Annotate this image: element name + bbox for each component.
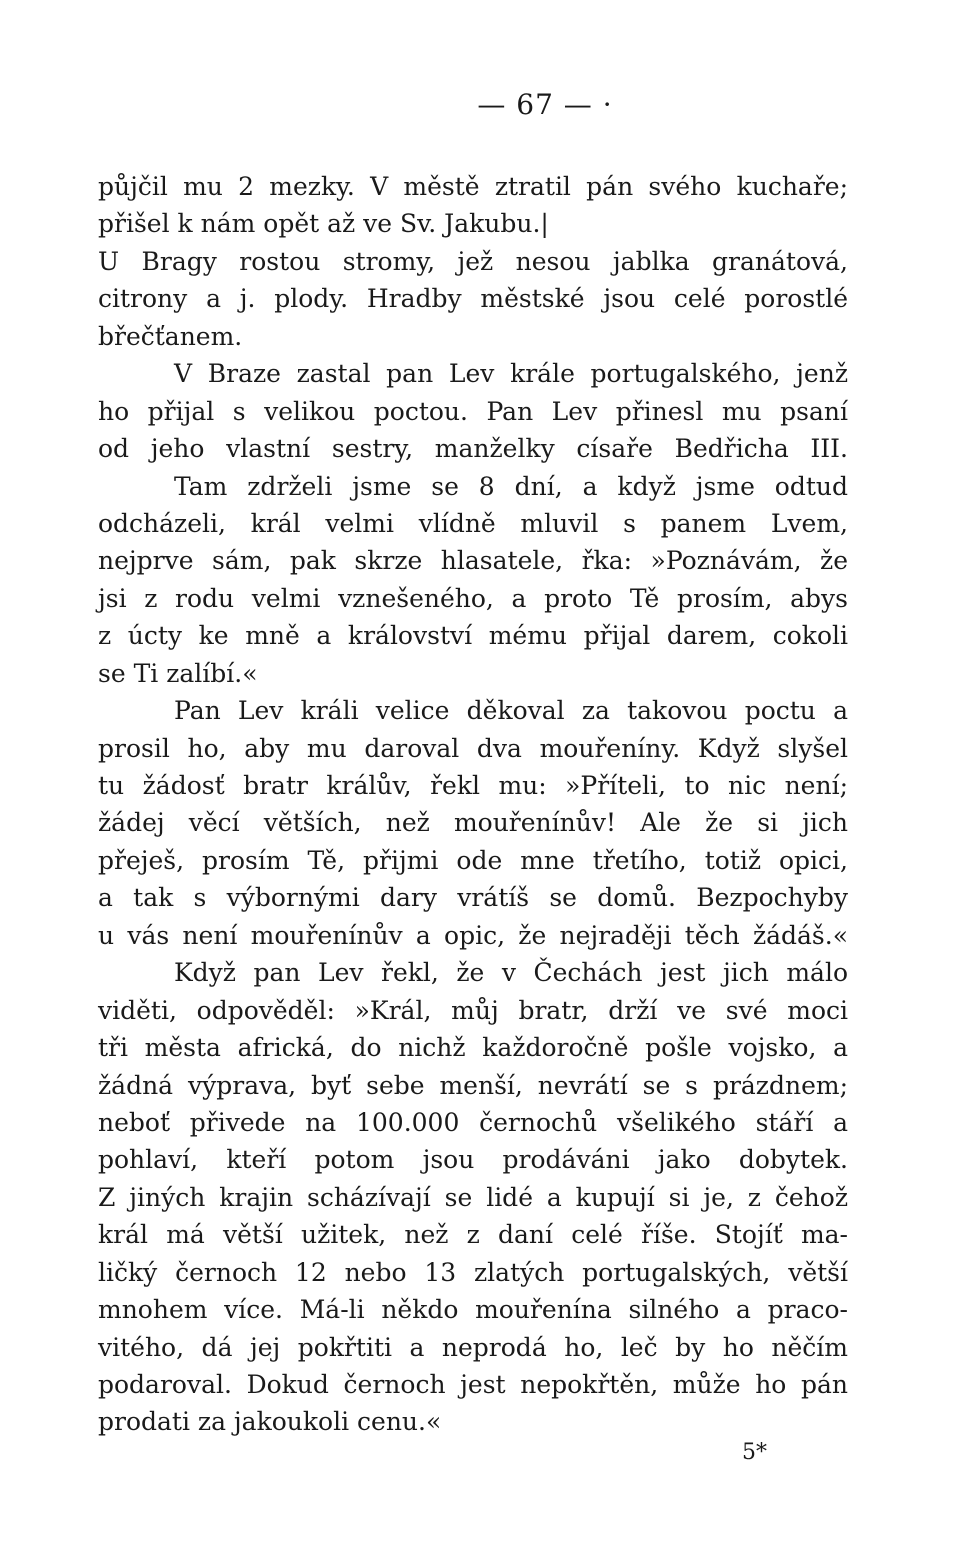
text-line: Tam zdrželi jsme se 8 dní, a když jsme odtud [174, 471, 848, 501]
text-line: neboť přivede na 100.000 černochů všelikého stáří a [98, 1107, 848, 1137]
text-line: břečťanem. [98, 321, 243, 351]
text-line: přišel k nám opět až ve Sv. Jakubu.| [98, 209, 549, 239]
text-line: žádná výprava, byť sebe menší, nevrátí se s prázdnem; [98, 1070, 848, 1100]
text-line: od jeho vlastní sestry, manželky císaře Bedřicha III. [98, 434, 848, 464]
text-line: u vás není mouřenínův a opic, že nejraději těch žádáš.« [98, 920, 848, 950]
text-line: přeješ, prosím Tě, přijmi ode mne třetího, totiž opici, [98, 845, 848, 875]
text-line: vitého, dá jej pokřtiti a neprodá ho, leč by ho něčím [98, 1332, 848, 1362]
text-line: citrony a j. plody. Hradby městské jsou celé porostlé [98, 284, 848, 314]
text-line: Pan Lev králi velice děkoval za takovou poctu a [174, 696, 848, 726]
text-line: odcházeli, král velmi vlídně mluvil s panem Lvem, [98, 508, 848, 538]
text-line: Z jiných krajin scházívají se lidé a kupují si je, z čehož [98, 1182, 848, 1212]
text-line: viděti, odpověděl: »Král, můj bratr, drží ve své moci [98, 995, 848, 1025]
text-line: podaroval. Dokud černoch jest nepokřtěn, může ho pán [98, 1370, 848, 1399]
text-line: tři města africká, do nichž každoročně pošle vojsko, a [98, 1033, 848, 1063]
text-line: Když pan Lev řekl, že v Čechách jest jich málo [174, 958, 848, 988]
text-line: pohlaví, kteří potom jsou prodáváni jako dobytek. [98, 1145, 848, 1175]
text-line: prodati za jakoukoli cenu.« [98, 1407, 442, 1437]
page-number: — 67 — · [477, 88, 613, 121]
text-line: ličký černoch 12 nebo 13 zlatých portugalských, větší [98, 1257, 848, 1287]
text-line: a tak s výbornými dary vrátíš se domů. Bezpochyby [98, 883, 848, 913]
text-line: V Braze zastal pan Lev krále portugalského, jenž [174, 359, 848, 389]
body-text [98, 168, 848, 1441]
text-line: nejprve sám, pak skrze hlasatele, řka: »Poznávám, že [98, 546, 848, 576]
text-line: ho přijal s velikou poctou. Pan Lev přinesl mu psaní [98, 396, 848, 426]
text-line: tu žádosť bratr králův, řekl mu: »Příteli, to nic není; [98, 771, 848, 800]
signature-mark: 5* [742, 1440, 767, 1465]
text-line: prosil ho, aby mu daroval dva mouřeníny. Když slyšel [98, 733, 848, 763]
text-line: U Bragy rostou stromy, jež nesou jablka granátová, [98, 246, 848, 276]
text-line: mnohem více. Má-li někdo mouřenína silného a praco- [98, 1295, 848, 1325]
text-line: král má větší užitek, než z daní celé říše. Stojíť ma- [98, 1220, 848, 1250]
text-line: půjčil mu 2 mezky. V městě ztratil pán svého kuchaře; [98, 172, 848, 201]
text-line: se Ti zalíbí.« [98, 658, 258, 688]
text-line: z úcty ke mně a království mému přijal darem, cokoli [98, 621, 848, 651]
page-header [0, 88, 960, 121]
text-line: žádej věcí větších, než mouřenínův! Ale že si jich [98, 808, 848, 838]
text-line: jsi z rodu velmi vznešeného, a proto Tě prosím, abys [98, 583, 848, 613]
